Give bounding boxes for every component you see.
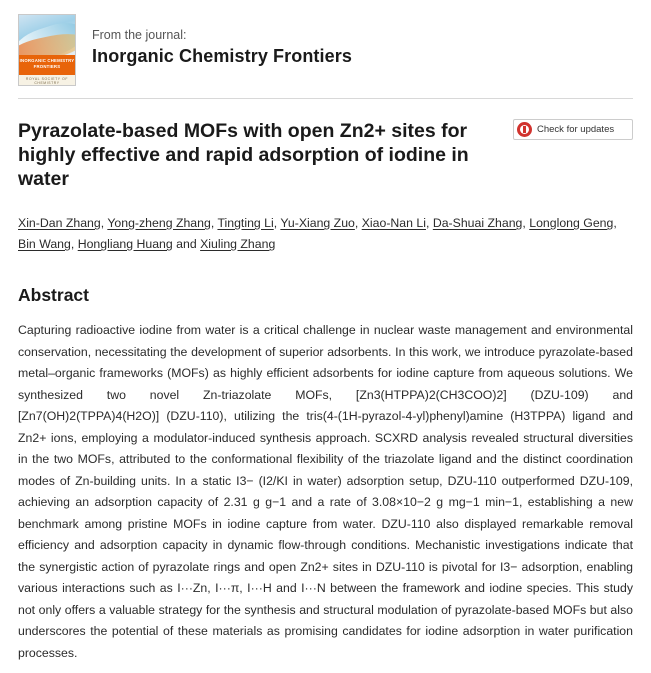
author-separator: , — [354, 216, 362, 230]
journal-text-block — [92, 14, 352, 67]
author-link[interactable]: Tingting Li — [217, 216, 274, 230]
author-separator: , — [425, 216, 433, 230]
author-separator: , — [100, 216, 108, 230]
author-link[interactable]: Xiao-Nan Li — [361, 216, 426, 230]
journal-cover-image[interactable] — [18, 14, 76, 86]
author-link[interactable]: Yong-zheng Zhang — [107, 216, 211, 230]
cover-artwork — [19, 15, 75, 55]
check-for-updates-label: Check for updates — [537, 124, 615, 135]
cover-publisher-band: ROYAL SOCIETY OF CHEMISTRY — [19, 75, 75, 85]
abstract-heading: Abstract — [18, 285, 89, 305]
check-for-updates-button[interactable] — [513, 119, 633, 140]
title-block — [18, 119, 633, 191]
author-link[interactable]: Yu-Xiang Zuo — [280, 216, 355, 230]
abstract-text: Capturing radioactive iodine from water is a critical challenge in nuclear waste management and environmental conservation, necessitating the development of superior adsorbents. In this work, we introduce pyrazolate-based metal–organic frameworks (MOFs) as highly efficient adsorbents for iodine capture from aqueous solutions. We synthesized two novel Zn-triazolate MOFs, [Zn3(HTPPA)2(CH3COO)2] (DZU-109) and [Zn7(OH)2(TPPA)4(H2O)] (DZU-110), utilizing the tris(4-(1H-pyrazol-4-yl)phenyl)amine (H3TPPA) ligand and Zn2+ ions, employing a modulator-induced synthesis approach. SCXRD analysis revealed structural diversities in the two MOFs, attributed to the conformational flexibility of the triazolate ligand and the distinct coordination modes of Zn-building units. In a static I3− (I2/KI in water) adsorption setup, DZU-110 outperformed DZU-109, achieving an adsorption capacity of 2.31 g g−1 and a rate of 3.08×10−2 g mg−1 min−1, establishing a new benchmark among pristine MOFs in iodine capture from water. DZU-110 also displayed remarkable removal efficiency and adsorption capacity in dynamic flow-through conditions. Mechanistic investigations indicate that the synergistic action of pyrazolate rings and open Zn2+ sites in DZU-110 is pivotal for I3− adsorption, enabling various interactions such as I···Zn, I···π, I···H and I···N between the framework and iodine species. This study not only offers a valuable strategy for the synthesis and structural modulation of pyrazolate-based MOFs but also underscores the potential of these materials as promising candidates for iodine adsorption in water purification processes. — [18, 323, 633, 660]
author-link[interactable]: Xin-Dan Zhang — [18, 216, 101, 230]
author-link[interactable]: Bin Wang — [18, 237, 71, 251]
author-link[interactable]: Xiuling Zhang — [200, 237, 276, 251]
author-separator: , — [522, 216, 530, 230]
author-separator: , — [210, 216, 218, 230]
journal-name[interactable]: Inorganic Chemistry Frontiers — [92, 46, 352, 66]
author-separator: , — [273, 216, 281, 230]
author-separator: , — [613, 216, 617, 230]
author-link[interactable]: Da-Shuai Zhang — [432, 216, 523, 230]
journal-header — [18, 0, 633, 99]
from-journal-label: From the journal: — [92, 28, 187, 42]
author-link[interactable]: Hongliang Huang — [77, 237, 173, 251]
author-separator: , — [70, 237, 78, 251]
crossmark-icon — [517, 122, 532, 137]
page-title: Pyrazolate-based MOFs with open Zn2+ sites for highly effective and rapid adsorption of iodine in water — [18, 120, 469, 190]
author-link[interactable]: Longlong Geng — [529, 216, 614, 230]
cover-title-band: INORGANIC CHEMISTRY FRONTIERS — [19, 55, 75, 75]
author-conjunction: and — [172, 237, 201, 251]
author-list — [18, 213, 633, 255]
